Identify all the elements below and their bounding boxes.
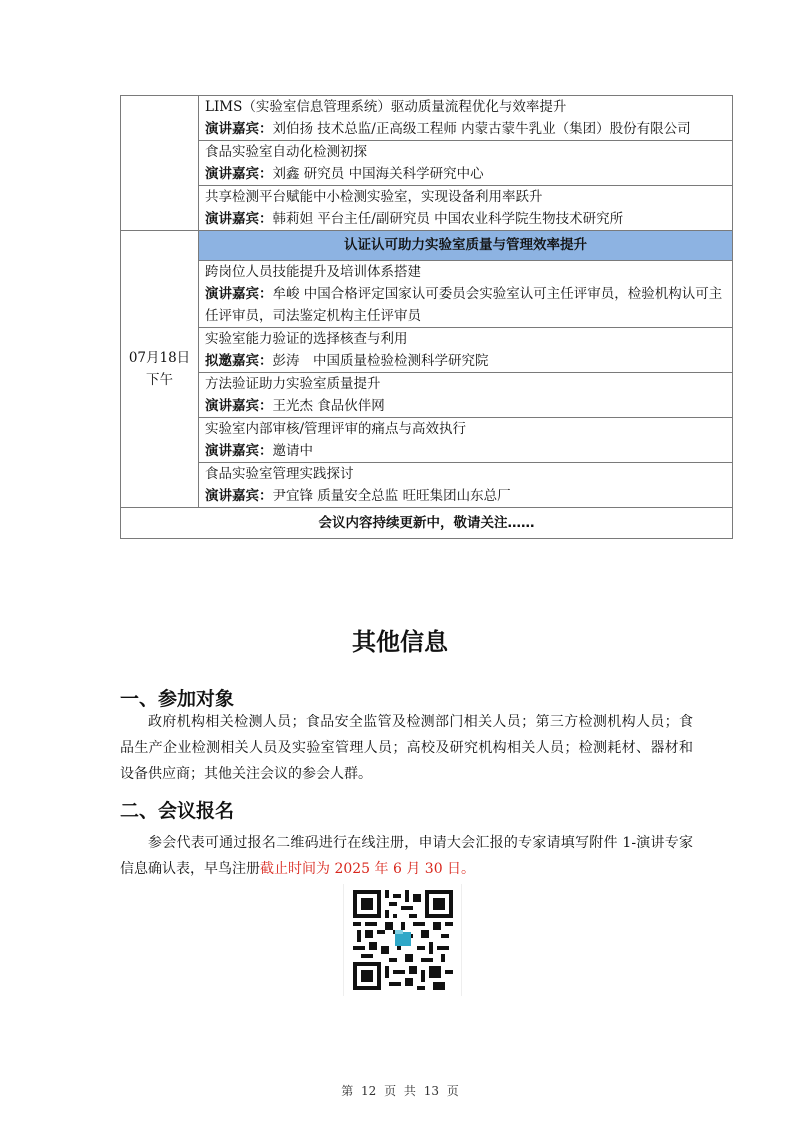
table-row [121,186,733,231]
talk-topic: 实验室内部审核/管理评审的痛点与高效执行 [205,421,467,437]
speaker-name: 刘鑫 研究员 中国海关科学研究中心 [272,166,484,182]
speaker-name: 尹宜锋 质量安全总监 旺旺集团山东总厂 [272,488,511,504]
speaker-label: 演讲嘉宾： [205,398,273,414]
speaker-name: 王光杰 食品伙伴网 [272,398,385,414]
speaker-label: 拟邀嘉宾： [205,353,273,369]
speaker-label: 演讲嘉宾： [205,286,273,302]
table-row [121,141,733,186]
speaker-name: 韩莉妲 平台主任/副研究员 中国农业科学院生物技术研究所 [272,211,624,227]
speaker-line [205,208,726,230]
agenda-item [199,373,733,418]
agenda-item [199,96,733,141]
speaker-name: 彭涛 中国质量检验检测科学研究院 [272,353,489,369]
speaker-label: 演讲嘉宾： [205,488,273,504]
session-date-cell [121,231,199,508]
table-row [121,373,733,418]
session-date: 07月18日 [128,350,191,366]
talk-topic: 方法验证助力实验室质量提升 [205,376,381,392]
speaker-line [205,118,726,140]
agenda-table [120,95,733,539]
session-header-row [121,231,733,261]
speaker-label: 演讲嘉宾： [205,166,273,182]
speaker-line [205,163,726,185]
talk-topic: 跨岗位人员技能提升及培训体系搭建 [205,264,421,280]
talk-topic: 共享检测平台赋能中小检测实验室，实现设备利用率跃升 [205,189,543,205]
speaker-label: 演讲嘉宾： [205,121,273,137]
agenda-item [199,418,733,463]
speaker-label: 演讲嘉宾： [205,211,273,227]
speaker-line [205,485,726,507]
table-row [121,463,733,508]
speaker-name: 邀请中 [272,443,313,459]
session-period: 下午 [146,372,173,388]
speaker-line [205,350,726,372]
speaker-line [205,440,726,462]
agenda-item [199,186,733,231]
session-title: 认证认可助力实验室质量与管理效率提升 [199,231,733,261]
date-cell-empty [121,96,199,231]
page-number: 第 12 页 共 13 页 [341,1084,459,1098]
section-heading-registration: 二、会议报名 [120,800,235,822]
table-row [121,96,733,141]
speaker-label: 演讲嘉宾： [205,443,273,459]
speaker-line [205,283,726,327]
registration-paragraph [120,830,693,882]
speaker-line [205,395,726,417]
speaker-name: 牟峻 中国合格评定国家认可委员会实验室认可主任评审员，检验机构认可主任评审员，司法鉴定机构主任评审员 [205,286,723,324]
attendees-paragraph: 政府机构相关检测人员；食品安全监管及检测部门相关人员；第三方检测机构人员；食品生产企业检测相关人员及实验室管理人员；高校及研究机构相关人员；检测耗材、器材和设备供应商；其他关注会议的参会人群。 [120,714,693,782]
talk-topic: 食品实验室管理实践探讨 [205,466,354,482]
agenda-item [199,141,733,186]
footer-note-row [121,508,733,539]
update-notice: 会议内容持续更新中，敬请关注…… [121,508,733,539]
talk-topic: LIMS（实验室信息管理系统）驱动质量流程优化与效率提升 [205,99,567,115]
table-row [121,418,733,463]
agenda-item [199,261,733,328]
deadline-highlight: 截止时间为 2025 年 6 月 30 日。 [260,861,476,877]
table-row [121,261,733,328]
registration-text: 参会代表可通过报名二维码进行在线注册，申请大会汇报的专家请填写附件 1-演讲专家信息确认表，早鸟注册 [120,835,693,877]
table-row [121,328,733,373]
speaker-name: 刘伯扬 技术总监/正高级工程师 内蒙古蒙牛乳业（集团）股份有限公司 [272,121,691,137]
agenda-item [199,328,733,373]
talk-topic: 食品实验室自动化检测初探 [205,144,367,160]
agenda-item [199,463,733,508]
section-heading-attendees: 一、参加对象 [120,688,235,710]
registration-qr-code[interactable] [343,884,462,996]
talk-topic: 实验室能力验证的选择核查与利用 [205,331,408,347]
qr-code-icon [353,890,453,990]
other-info-title: 其他信息 [352,628,448,656]
